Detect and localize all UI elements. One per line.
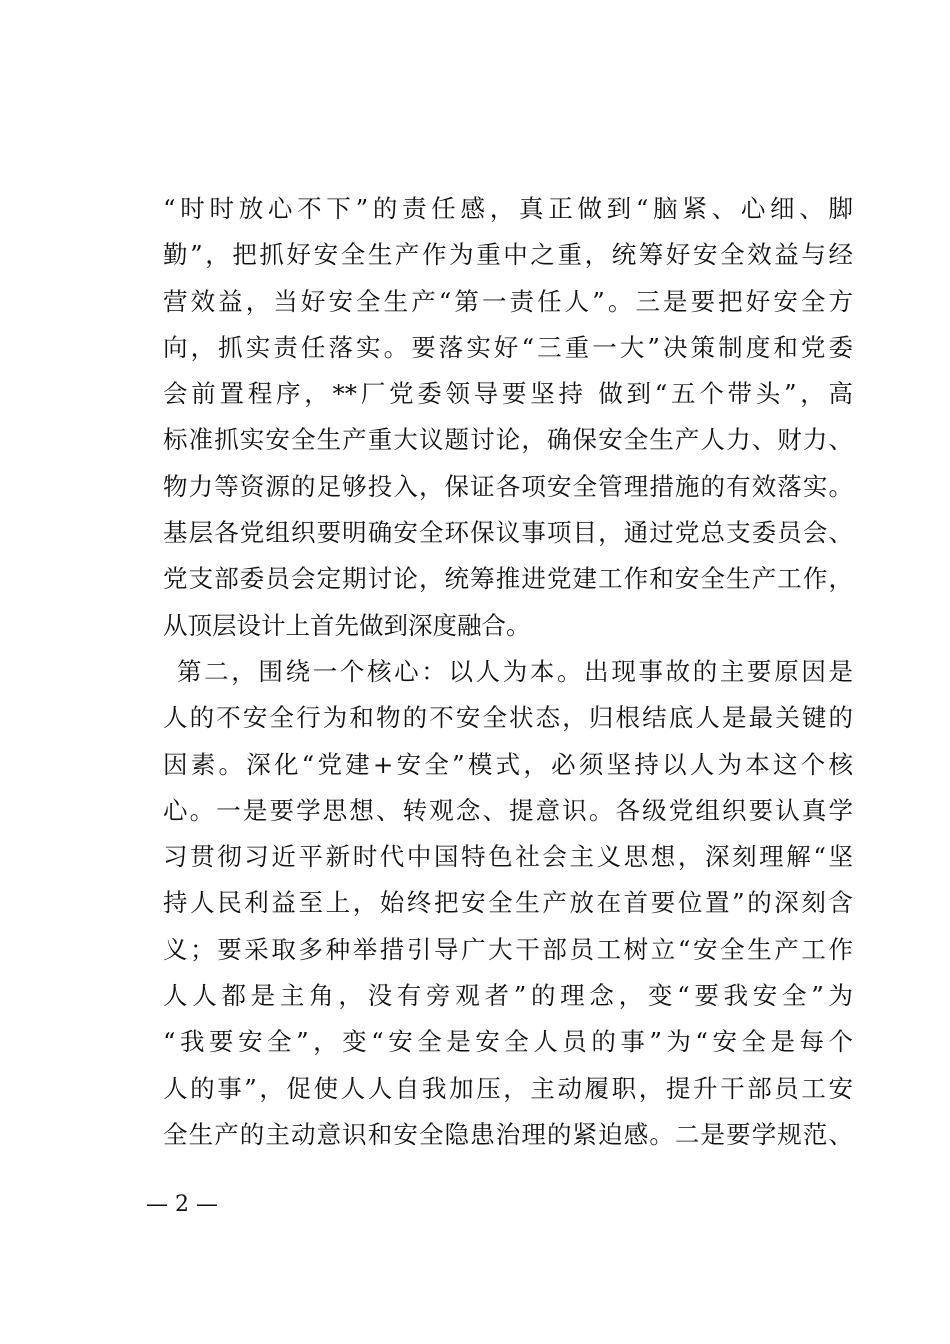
- page-number: — 2 —: [146, 1192, 218, 1217]
- text-line: 标准抓实安全生产重大议题讨论，确保安全生产人力、财力、: [163, 425, 853, 455]
- text-line: “时时放心不下”的责任感，真正做到“脑紧、心细、脚: [163, 194, 853, 223]
- text-line: 因素。深化“党建+安全”模式，必须坚持以人为本这个核: [163, 749, 853, 779]
- body-text: [163, 186, 853, 1158]
- text-line: 人的不安全行为和物的不安全状态，归根结底人是最关键的: [163, 703, 853, 733]
- text-line: 向，抓实责任落实。要落实好“三重一大”决策制度和党委: [163, 332, 853, 362]
- text-line: 勤”，把抓好安全生产作为重中之重，统筹好安全效益与经: [163, 240, 853, 270]
- text-line: 第二，围绕一个核心：以人为本。出现事故的主要原因是: [177, 656, 853, 686]
- text-line: 持人民利益至上，始终把安全生产放在首要位置”的深刻含: [163, 888, 853, 918]
- text-line: 基层各党组织要明确安全环保议事项目，通过党总支委员会、: [163, 518, 853, 548]
- text-line: 会前置程序，**厂党委领导要坚持 做到“五个带头”，高: [163, 379, 853, 409]
- text-line: 人的事”，促使人人自我加压，主动履职，提升干部员工安: [163, 1073, 853, 1103]
- text-line: 物力等资源的足够投入，保证各项安全管理措施的有效落实。: [163, 471, 853, 501]
- text-line: 心。一是要学思想、转观念、提意识。各级党组织要认真学: [163, 795, 853, 825]
- text-line: “我要安全”，变“安全是安全人员的事”为“安全是每个: [163, 1027, 853, 1057]
- text-line: 从顶层设计上首先做到深度融合。: [163, 610, 531, 640]
- text-line: 党支部委员会定期讨论，统筹推进党建工作和安全生产工作，: [163, 564, 853, 594]
- text-line: 营效益，当好安全生产“第一责任人”。三是要把好安全方: [163, 286, 853, 316]
- text-line: 习贯彻习近平新时代中国特色社会主义思想，深刻理解“坚: [163, 842, 853, 872]
- text-line: 人人都是主角，没有旁观者”的理念，变“要我安全”为: [163, 981, 853, 1011]
- text-line: 义；要采取多种举措引导广大干部员工树立“安全生产工作: [163, 934, 853, 964]
- text-line: 全生产的主动意识和安全隐患治理的紧迫感。二是要学规范、: [163, 1119, 853, 1149]
